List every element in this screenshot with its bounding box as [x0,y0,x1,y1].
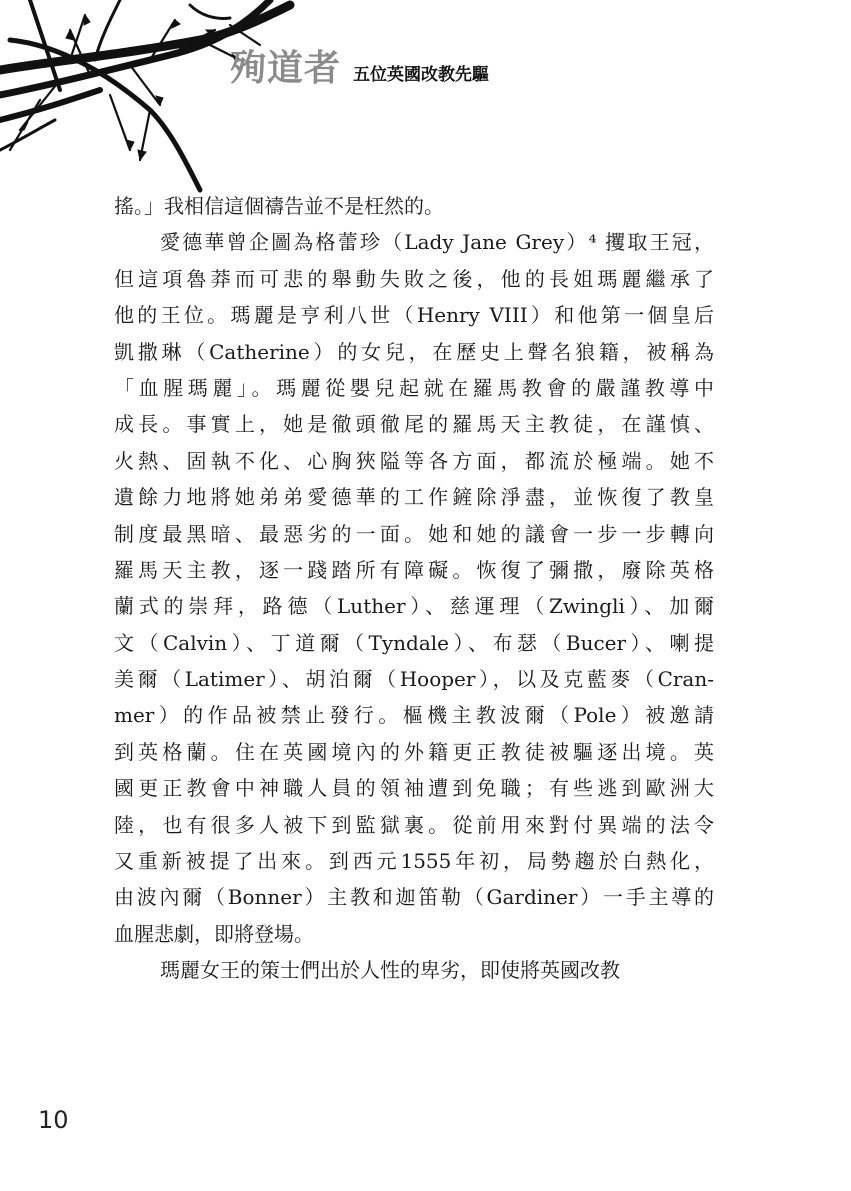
text-line: 制度最黑暗、最惡劣的一面。她和她的議會一步一步轉向 [114,521,714,546]
text-line: 瑪麗女王的策士們出於人性的卑劣，即使將英國改教 [160,958,620,983]
text-line: 火熱、固執不化、心胸狹隘等各方面，都流於極端。她不 [114,448,714,473]
text-line: 到英格蘭。住在英國境內的外籍更正教徒被驅逐出境。英 [114,739,714,764]
text-line: 他的王位。瑪麗是亨利八世（Henry VIII）和他第一個皇后 [114,303,714,328]
book-subtitle: 五位英國改教先驅 [353,65,490,85]
text-line: 陸，也有很多人被下到監獄裏。從前用來對付異端的法令 [114,812,714,837]
text-line: 愛德華曾企圖為格蕾珍（Lady Jane Grey）⁴ 攫取王冠， [160,230,714,255]
text-line: 又重新被提了出來。到西元1555年初，局勢趨於白熱化， [114,849,714,874]
running-header [230,40,489,91]
text-line: 蘭式的崇拜，路德（Luther）、慈運理（Zwingli）、加爾 [114,594,714,619]
text-line: 遺餘力地將她弟弟愛德華的工作鏟除淨盡，並恢復了教皇 [114,485,714,510]
text-line: 文（Calvin）、丁道爾（Tyndale）、布瑟（Bucer）、喇提 [114,630,714,655]
text-line: 由波內爾（Bonner）主教和迦笛勒（Gardiner）一手主導的 [114,885,714,910]
text-line: 美爾（Latimer）、胡泊爾（Hooper），以及克藍麥（Cran- [114,667,714,692]
text-line: 成長。事實上，她是徹頭徹尾的羅馬天主教徒，在謹慎、 [114,412,714,437]
text-line: 國更正教會中神職人員的領袖遭到免職；有些逃到歐洲大 [114,776,714,801]
text-line: 凱撒琳（Catherine）的女兒，在歷史上聲名狼籍，被稱為 [114,339,714,364]
text-line: mer）的作品被禁止發行。樞機主教波爾（Pole）被邀請 [114,703,714,728]
text-line: 但這項魯莽而可悲的舉動失敗之後，他的長姐瑪麗繼承了 [114,266,714,291]
text-line: 搖。」我相信這個禱告並不是枉然的。 [114,194,444,218]
book-title: 殉道者 [230,48,342,89]
body-text [114,188,714,989]
text-line: 血腥悲劇，即將登場。 [114,921,314,946]
text-line: 「血腥瑪麗」。瑪麗從嬰兒起就在羅馬教會的嚴謹教導中 [114,375,714,400]
text-line: 羅馬天主教，逐一踐踏所有障礙。恢復了彌撒，廢除英格 [114,557,714,582]
page-number: 10 [38,1106,69,1134]
